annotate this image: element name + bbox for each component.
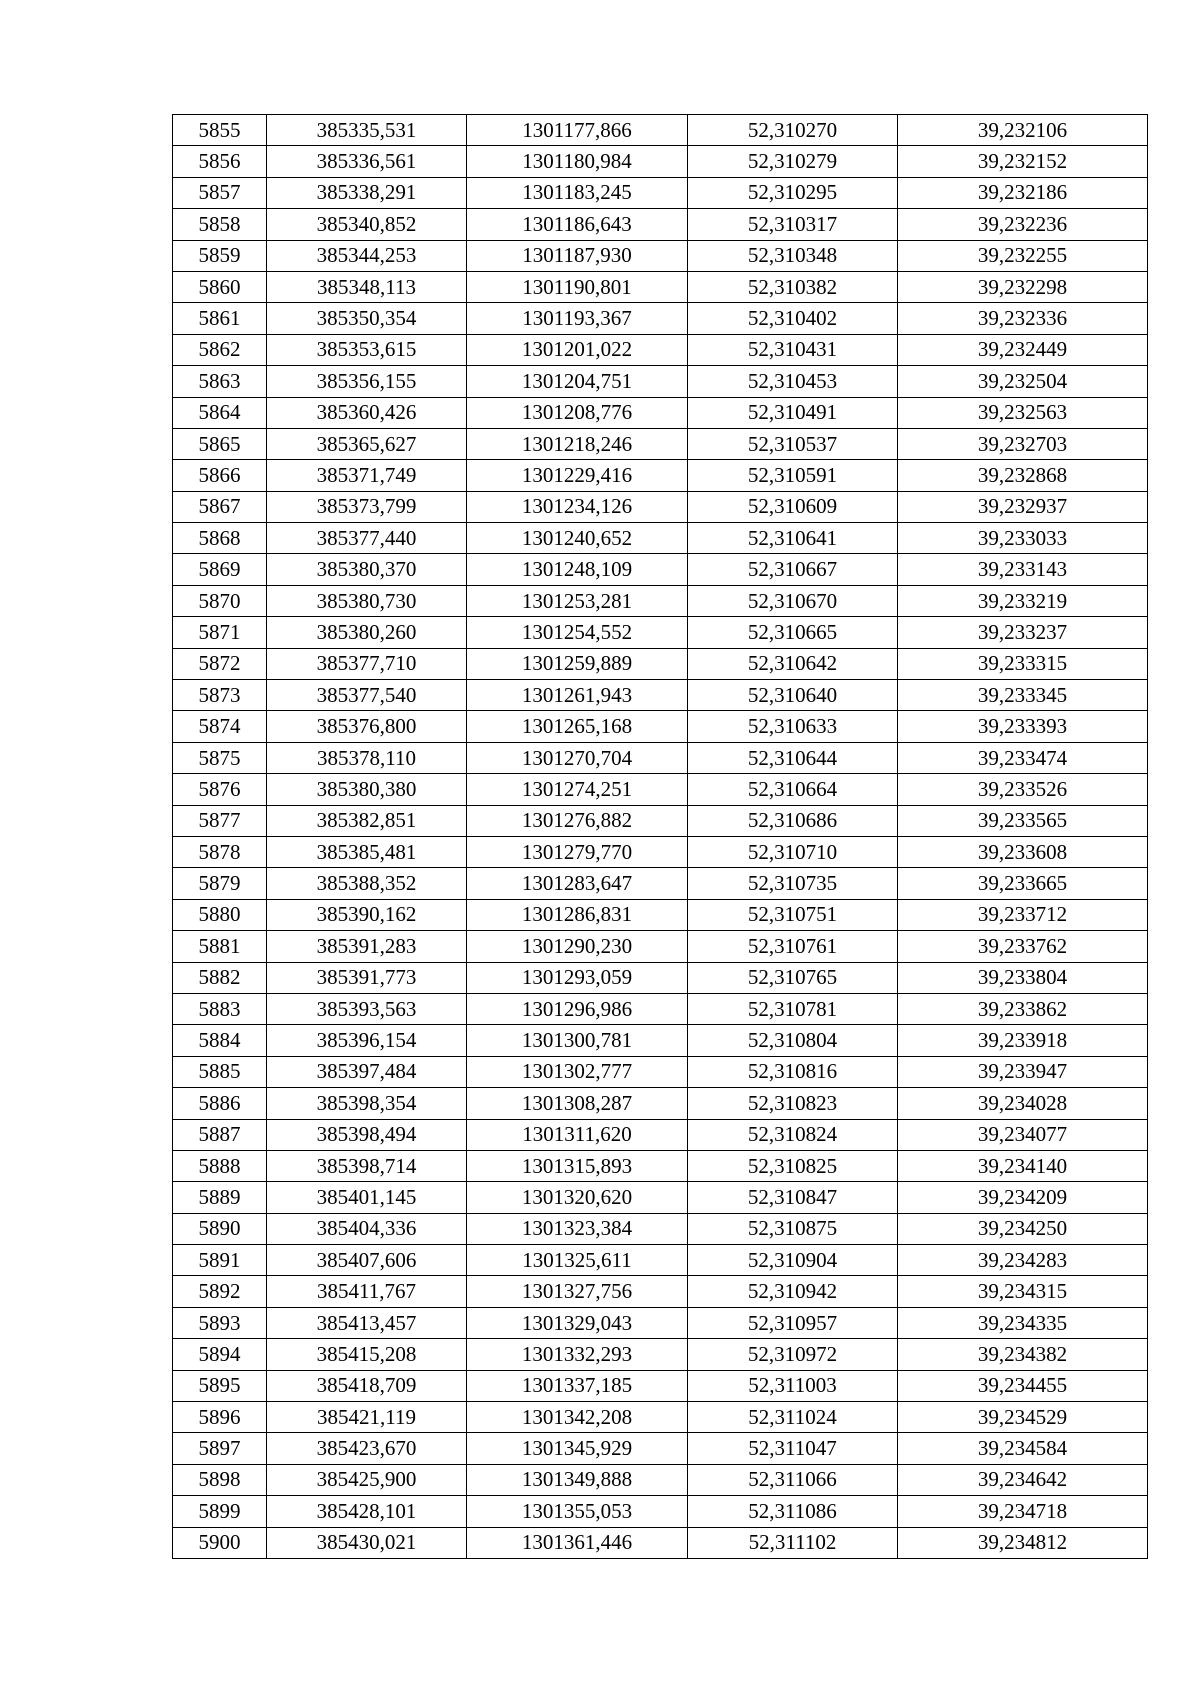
point-number-cell: 5862 — [173, 334, 267, 365]
x-coordinate-cell: 385376,800 — [267, 711, 467, 742]
latitude-cell: 52,310665 — [688, 617, 898, 648]
table-row — [173, 1433, 1148, 1464]
longitude-cell: 39,232106 — [898, 115, 1148, 146]
longitude-cell: 39,234642 — [898, 1464, 1148, 1495]
x-coordinate-cell: 385371,749 — [267, 460, 467, 491]
table-row — [173, 1276, 1148, 1307]
table-row — [173, 774, 1148, 805]
longitude-cell: 39,232236 — [898, 209, 1148, 240]
table-row — [173, 428, 1148, 459]
point-number-cell: 5868 — [173, 523, 267, 554]
longitude-cell: 39,234028 — [898, 1088, 1148, 1119]
point-number-cell: 5883 — [173, 993, 267, 1024]
y-coordinate-cell: 1301308,287 — [467, 1088, 688, 1119]
table-row — [173, 334, 1148, 365]
y-coordinate-cell: 1301270,704 — [467, 742, 688, 773]
y-coordinate-cell: 1301329,043 — [467, 1307, 688, 1338]
table-row — [173, 1245, 1148, 1276]
longitude-cell: 39,232449 — [898, 334, 1148, 365]
point-number-cell: 5870 — [173, 585, 267, 616]
table-row — [173, 1527, 1148, 1558]
x-coordinate-cell: 385377,440 — [267, 523, 467, 554]
table-row — [173, 1402, 1148, 1433]
longitude-cell: 39,232186 — [898, 177, 1148, 208]
x-coordinate-cell: 385378,110 — [267, 742, 467, 773]
longitude-cell: 39,234077 — [898, 1119, 1148, 1150]
table-row — [173, 993, 1148, 1024]
longitude-cell: 39,233947 — [898, 1056, 1148, 1087]
longitude-cell: 39,232703 — [898, 428, 1148, 459]
y-coordinate-cell: 1301325,611 — [467, 1245, 688, 1276]
longitude-cell: 39,232152 — [898, 146, 1148, 177]
y-coordinate-cell: 1301290,230 — [467, 931, 688, 962]
point-number-cell: 5875 — [173, 742, 267, 773]
y-coordinate-cell: 1301201,022 — [467, 334, 688, 365]
point-number-cell: 5858 — [173, 209, 267, 240]
y-coordinate-cell: 1301253,281 — [467, 585, 688, 616]
x-coordinate-cell: 385353,615 — [267, 334, 467, 365]
longitude-cell: 39,232255 — [898, 240, 1148, 271]
point-number-cell: 5867 — [173, 491, 267, 522]
latitude-cell: 52,310382 — [688, 271, 898, 302]
table-row — [173, 680, 1148, 711]
table-row — [173, 805, 1148, 836]
latitude-cell: 52,310431 — [688, 334, 898, 365]
coordinates-table-body — [173, 115, 1148, 1559]
latitude-cell: 52,310972 — [688, 1339, 898, 1370]
longitude-cell: 39,232336 — [898, 303, 1148, 334]
latitude-cell: 52,310781 — [688, 993, 898, 1024]
point-number-cell: 5879 — [173, 868, 267, 899]
table-row — [173, 1213, 1148, 1244]
table-row — [173, 1464, 1148, 1495]
table-row — [173, 460, 1148, 491]
latitude-cell: 52,310751 — [688, 899, 898, 930]
table-row — [173, 742, 1148, 773]
latitude-cell: 52,310804 — [688, 1025, 898, 1056]
table-row — [173, 1025, 1148, 1056]
point-number-cell: 5899 — [173, 1496, 267, 1527]
longitude-cell: 39,233665 — [898, 868, 1148, 899]
x-coordinate-cell: 385338,291 — [267, 177, 467, 208]
latitude-cell: 52,310270 — [688, 115, 898, 146]
longitude-cell: 39,233237 — [898, 617, 1148, 648]
table-row — [173, 648, 1148, 679]
y-coordinate-cell: 1301265,168 — [467, 711, 688, 742]
longitude-cell: 39,234584 — [898, 1433, 1148, 1464]
latitude-cell: 52,310537 — [688, 428, 898, 459]
table-row — [173, 366, 1148, 397]
latitude-cell: 52,310453 — [688, 366, 898, 397]
y-coordinate-cell: 1301208,776 — [467, 397, 688, 428]
point-number-cell: 5882 — [173, 962, 267, 993]
point-number-cell: 5857 — [173, 177, 267, 208]
point-number-cell: 5890 — [173, 1213, 267, 1244]
point-number-cell: 5864 — [173, 397, 267, 428]
longitude-cell: 39,232937 — [898, 491, 1148, 522]
longitude-cell: 39,233804 — [898, 962, 1148, 993]
x-coordinate-cell: 385380,260 — [267, 617, 467, 648]
point-number-cell: 5855 — [173, 115, 267, 146]
longitude-cell: 39,233219 — [898, 585, 1148, 616]
point-number-cell: 5894 — [173, 1339, 267, 1370]
x-coordinate-cell: 385401,145 — [267, 1182, 467, 1213]
longitude-cell: 39,233918 — [898, 1025, 1148, 1056]
table-row — [173, 836, 1148, 867]
longitude-cell: 39,234455 — [898, 1370, 1148, 1401]
y-coordinate-cell: 1301279,770 — [467, 836, 688, 867]
y-coordinate-cell: 1301323,384 — [467, 1213, 688, 1244]
point-number-cell: 5886 — [173, 1088, 267, 1119]
latitude-cell: 52,311066 — [688, 1464, 898, 1495]
y-coordinate-cell: 1301302,777 — [467, 1056, 688, 1087]
table-row — [173, 1496, 1148, 1527]
x-coordinate-cell: 385391,773 — [267, 962, 467, 993]
latitude-cell: 52,311024 — [688, 1402, 898, 1433]
point-number-cell: 5893 — [173, 1307, 267, 1338]
longitude-cell: 39,234335 — [898, 1307, 1148, 1338]
point-number-cell: 5871 — [173, 617, 267, 648]
y-coordinate-cell: 1301204,751 — [467, 366, 688, 397]
longitude-cell: 39,233762 — [898, 931, 1148, 962]
y-coordinate-cell: 1301315,893 — [467, 1150, 688, 1181]
y-coordinate-cell: 1301274,251 — [467, 774, 688, 805]
x-coordinate-cell: 385418,709 — [267, 1370, 467, 1401]
y-coordinate-cell: 1301193,367 — [467, 303, 688, 334]
table-row — [173, 617, 1148, 648]
x-coordinate-cell: 385398,354 — [267, 1088, 467, 1119]
x-coordinate-cell: 385356,155 — [267, 366, 467, 397]
table-row — [173, 962, 1148, 993]
point-number-cell: 5873 — [173, 680, 267, 711]
x-coordinate-cell: 385428,101 — [267, 1496, 467, 1527]
point-number-cell: 5863 — [173, 366, 267, 397]
latitude-cell: 52,310823 — [688, 1088, 898, 1119]
point-number-cell: 5874 — [173, 711, 267, 742]
point-number-cell: 5859 — [173, 240, 267, 271]
latitude-cell: 52,310816 — [688, 1056, 898, 1087]
latitude-cell: 52,311047 — [688, 1433, 898, 1464]
longitude-cell: 39,232298 — [898, 271, 1148, 302]
longitude-cell: 39,233712 — [898, 899, 1148, 930]
x-coordinate-cell: 385385,481 — [267, 836, 467, 867]
table-row — [173, 1119, 1148, 1150]
latitude-cell: 52,310670 — [688, 585, 898, 616]
latitude-cell: 52,311102 — [688, 1527, 898, 1558]
latitude-cell: 52,310491 — [688, 397, 898, 428]
latitude-cell: 52,310664 — [688, 774, 898, 805]
latitude-cell: 52,310640 — [688, 680, 898, 711]
x-coordinate-cell: 385393,563 — [267, 993, 467, 1024]
longitude-cell: 39,233315 — [898, 648, 1148, 679]
latitude-cell: 52,310686 — [688, 805, 898, 836]
latitude-cell: 52,310825 — [688, 1150, 898, 1181]
point-number-cell: 5898 — [173, 1464, 267, 1495]
table-row — [173, 209, 1148, 240]
table-row — [173, 1088, 1148, 1119]
x-coordinate-cell: 385411,767 — [267, 1276, 467, 1307]
x-coordinate-cell: 385344,253 — [267, 240, 467, 271]
table-row — [173, 1307, 1148, 1338]
longitude-cell: 39,233565 — [898, 805, 1148, 836]
y-coordinate-cell: 1301361,446 — [467, 1527, 688, 1558]
table-row — [173, 115, 1148, 146]
y-coordinate-cell: 1301248,109 — [467, 554, 688, 585]
point-number-cell: 5865 — [173, 428, 267, 459]
point-number-cell: 5861 — [173, 303, 267, 334]
y-coordinate-cell: 1301276,882 — [467, 805, 688, 836]
point-number-cell: 5891 — [173, 1245, 267, 1276]
table-row — [173, 523, 1148, 554]
latitude-cell: 52,310591 — [688, 460, 898, 491]
table-row — [173, 146, 1148, 177]
y-coordinate-cell: 1301229,416 — [467, 460, 688, 491]
point-number-cell: 5892 — [173, 1276, 267, 1307]
point-number-cell: 5888 — [173, 1150, 267, 1181]
table-row — [173, 868, 1148, 899]
longitude-cell: 39,234382 — [898, 1339, 1148, 1370]
point-number-cell: 5878 — [173, 836, 267, 867]
table-row — [173, 554, 1148, 585]
table-row — [173, 177, 1148, 208]
longitude-cell: 39,233033 — [898, 523, 1148, 554]
longitude-cell: 39,232504 — [898, 366, 1148, 397]
x-coordinate-cell: 385415,208 — [267, 1339, 467, 1370]
latitude-cell: 52,310765 — [688, 962, 898, 993]
x-coordinate-cell: 385396,154 — [267, 1025, 467, 1056]
x-coordinate-cell: 385336,561 — [267, 146, 467, 177]
latitude-cell: 52,310824 — [688, 1119, 898, 1150]
table-row — [173, 1182, 1148, 1213]
point-number-cell: 5860 — [173, 271, 267, 302]
x-coordinate-cell: 385397,484 — [267, 1056, 467, 1087]
y-coordinate-cell: 1301240,652 — [467, 523, 688, 554]
latitude-cell: 52,311086 — [688, 1496, 898, 1527]
x-coordinate-cell: 385425,900 — [267, 1464, 467, 1495]
x-coordinate-cell: 385380,380 — [267, 774, 467, 805]
latitude-cell: 52,310875 — [688, 1213, 898, 1244]
y-coordinate-cell: 1301190,801 — [467, 271, 688, 302]
latitude-cell: 52,310942 — [688, 1276, 898, 1307]
x-coordinate-cell: 385377,540 — [267, 680, 467, 711]
x-coordinate-cell: 385398,714 — [267, 1150, 467, 1181]
x-coordinate-cell: 385335,531 — [267, 115, 467, 146]
x-coordinate-cell: 385430,021 — [267, 1527, 467, 1558]
latitude-cell: 52,310633 — [688, 711, 898, 742]
y-coordinate-cell: 1301327,756 — [467, 1276, 688, 1307]
latitude-cell: 52,311003 — [688, 1370, 898, 1401]
x-coordinate-cell: 385348,113 — [267, 271, 467, 302]
longitude-cell: 39,233143 — [898, 554, 1148, 585]
longitude-cell: 39,234718 — [898, 1496, 1148, 1527]
y-coordinate-cell: 1301283,647 — [467, 868, 688, 899]
y-coordinate-cell: 1301320,620 — [467, 1182, 688, 1213]
y-coordinate-cell: 1301186,643 — [467, 209, 688, 240]
point-number-cell: 5887 — [173, 1119, 267, 1150]
table-row — [173, 303, 1148, 334]
x-coordinate-cell: 385380,370 — [267, 554, 467, 585]
x-coordinate-cell: 385391,283 — [267, 931, 467, 962]
y-coordinate-cell: 1301183,245 — [467, 177, 688, 208]
x-coordinate-cell: 385390,162 — [267, 899, 467, 930]
point-number-cell: 5895 — [173, 1370, 267, 1401]
point-number-cell: 5856 — [173, 146, 267, 177]
point-number-cell: 5880 — [173, 899, 267, 930]
y-coordinate-cell: 1301345,929 — [467, 1433, 688, 1464]
latitude-cell: 52,310609 — [688, 491, 898, 522]
point-number-cell: 5896 — [173, 1402, 267, 1433]
longitude-cell: 39,234283 — [898, 1245, 1148, 1276]
longitude-cell: 39,234529 — [898, 1402, 1148, 1433]
longitude-cell: 39,233526 — [898, 774, 1148, 805]
point-number-cell: 5900 — [173, 1527, 267, 1558]
longitude-cell: 39,234140 — [898, 1150, 1148, 1181]
latitude-cell: 52,310904 — [688, 1245, 898, 1276]
x-coordinate-cell: 385377,710 — [267, 648, 467, 679]
table-row — [173, 1150, 1148, 1181]
x-coordinate-cell: 385373,799 — [267, 491, 467, 522]
table-row — [173, 397, 1148, 428]
latitude-cell: 52,310735 — [688, 868, 898, 899]
table-row — [173, 271, 1148, 302]
longitude-cell: 39,233862 — [898, 993, 1148, 1024]
point-number-cell: 5877 — [173, 805, 267, 836]
latitude-cell: 52,310317 — [688, 209, 898, 240]
longitude-cell: 39,233608 — [898, 836, 1148, 867]
y-coordinate-cell: 1301300,781 — [467, 1025, 688, 1056]
table-row — [173, 711, 1148, 742]
latitude-cell: 52,310644 — [688, 742, 898, 773]
table-row — [173, 240, 1148, 271]
longitude-cell: 39,233393 — [898, 711, 1148, 742]
x-coordinate-cell: 385388,352 — [267, 868, 467, 899]
y-coordinate-cell: 1301177,866 — [467, 115, 688, 146]
point-number-cell: 5889 — [173, 1182, 267, 1213]
longitude-cell: 39,233474 — [898, 742, 1148, 773]
x-coordinate-cell: 385421,119 — [267, 1402, 467, 1433]
y-coordinate-cell: 1301180,984 — [467, 146, 688, 177]
longitude-cell: 39,232563 — [898, 397, 1148, 428]
x-coordinate-cell: 385380,730 — [267, 585, 467, 616]
x-coordinate-cell: 385350,354 — [267, 303, 467, 334]
x-coordinate-cell: 385404,336 — [267, 1213, 467, 1244]
latitude-cell: 52,310761 — [688, 931, 898, 962]
x-coordinate-cell: 385365,627 — [267, 428, 467, 459]
point-number-cell: 5897 — [173, 1433, 267, 1464]
y-coordinate-cell: 1301218,246 — [467, 428, 688, 459]
point-number-cell: 5885 — [173, 1056, 267, 1087]
y-coordinate-cell: 1301342,208 — [467, 1402, 688, 1433]
longitude-cell: 39,234812 — [898, 1527, 1148, 1558]
y-coordinate-cell: 1301286,831 — [467, 899, 688, 930]
latitude-cell: 52,310641 — [688, 523, 898, 554]
longitude-cell: 39,232868 — [898, 460, 1148, 491]
point-number-cell: 5876 — [173, 774, 267, 805]
y-coordinate-cell: 1301337,185 — [467, 1370, 688, 1401]
latitude-cell: 52,310402 — [688, 303, 898, 334]
latitude-cell: 52,310847 — [688, 1182, 898, 1213]
table-row — [173, 1339, 1148, 1370]
point-number-cell: 5881 — [173, 931, 267, 962]
y-coordinate-cell: 1301349,888 — [467, 1464, 688, 1495]
x-coordinate-cell: 385413,457 — [267, 1307, 467, 1338]
y-coordinate-cell: 1301261,943 — [467, 680, 688, 711]
y-coordinate-cell: 1301296,986 — [467, 993, 688, 1024]
point-number-cell: 5872 — [173, 648, 267, 679]
table-row — [173, 1056, 1148, 1087]
y-coordinate-cell: 1301259,889 — [467, 648, 688, 679]
longitude-cell: 39,234315 — [898, 1276, 1148, 1307]
y-coordinate-cell: 1301355,053 — [467, 1496, 688, 1527]
y-coordinate-cell: 1301311,620 — [467, 1119, 688, 1150]
x-coordinate-cell: 385382,851 — [267, 805, 467, 836]
x-coordinate-cell: 385360,426 — [267, 397, 467, 428]
table-row — [173, 491, 1148, 522]
y-coordinate-cell: 1301187,930 — [467, 240, 688, 271]
longitude-cell: 39,234209 — [898, 1182, 1148, 1213]
table-row — [173, 585, 1148, 616]
x-coordinate-cell: 385398,494 — [267, 1119, 467, 1150]
latitude-cell: 52,310295 — [688, 177, 898, 208]
latitude-cell: 52,310957 — [688, 1307, 898, 1338]
longitude-cell: 39,234250 — [898, 1213, 1148, 1244]
point-number-cell: 5884 — [173, 1025, 267, 1056]
latitude-cell: 52,310348 — [688, 240, 898, 271]
latitude-cell: 52,310667 — [688, 554, 898, 585]
x-coordinate-cell: 385340,852 — [267, 209, 467, 240]
longitude-cell: 39,233345 — [898, 680, 1148, 711]
point-number-cell: 5869 — [173, 554, 267, 585]
table-row — [173, 899, 1148, 930]
y-coordinate-cell: 1301254,552 — [467, 617, 688, 648]
latitude-cell: 52,310710 — [688, 836, 898, 867]
y-coordinate-cell: 1301332,293 — [467, 1339, 688, 1370]
table-row — [173, 931, 1148, 962]
latitude-cell: 52,310279 — [688, 146, 898, 177]
y-coordinate-cell: 1301234,126 — [467, 491, 688, 522]
coordinates-table — [172, 114, 1148, 1559]
y-coordinate-cell: 1301293,059 — [467, 962, 688, 993]
x-coordinate-cell: 385407,606 — [267, 1245, 467, 1276]
table-row — [173, 1370, 1148, 1401]
point-number-cell: 5866 — [173, 460, 267, 491]
latitude-cell: 52,310642 — [688, 648, 898, 679]
x-coordinate-cell: 385423,670 — [267, 1433, 467, 1464]
